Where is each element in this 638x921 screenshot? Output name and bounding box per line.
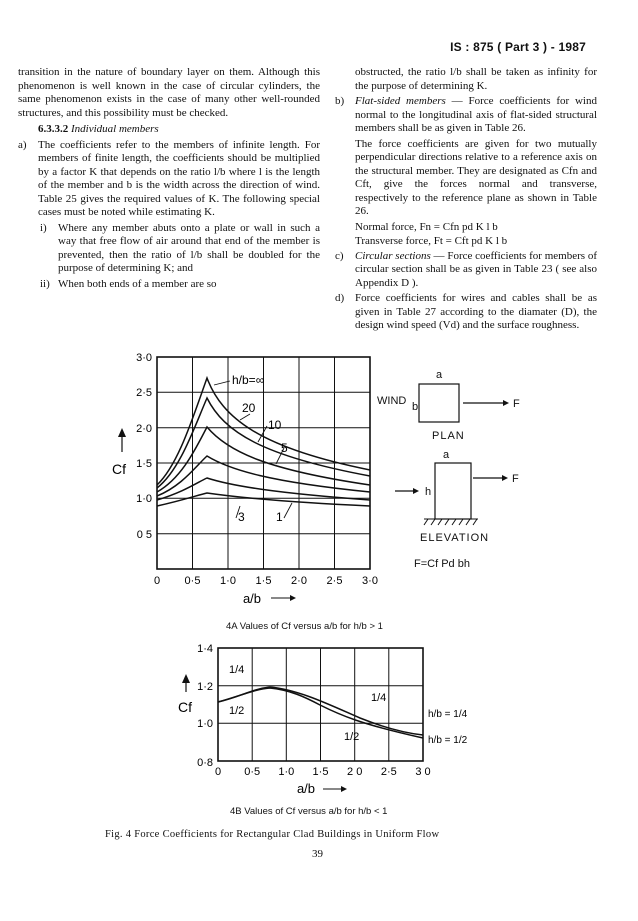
list-marker: b) — [335, 95, 345, 107]
y-tick-label: 0 5 — [136, 529, 152, 541]
list-text: Force coefficients for wires and cables shall be as given in Table 27 according to the diamater (D), the design wind speed (Vd) and the surface roughness. — [355, 292, 597, 331]
y-tick-label: 1·0 — [136, 493, 152, 505]
figure-4b-x-axis — [215, 766, 431, 796]
force-formula: F=Cf Pd bh — [414, 558, 470, 570]
figure-caption: Fig. 4 Force Coefficients for Rectangular Clad Buildings in Uniform Flow — [105, 829, 440, 840]
item-body: — Force coefficients for wind normal to the longitudinal axis of flat-sided structural members shall be as given in Table 26. — [355, 95, 597, 134]
page-number: 39 — [312, 848, 323, 860]
section-number: 6.3.3.2 — [38, 123, 69, 135]
x-tick-label: 1·0 — [278, 766, 295, 778]
y-tick-label: 3·0 — [136, 352, 152, 364]
curve-label: 1/4 — [371, 692, 387, 704]
x-tick-label: 1·0 — [220, 575, 236, 587]
x-axis-label: a/b — [242, 591, 262, 606]
x-axis-arrow-head — [341, 786, 347, 792]
list-text: When both ends of a member are so — [58, 277, 217, 290]
item-title: Circular sections — [355, 249, 431, 262]
y-tick-label: 1·0 — [197, 718, 213, 730]
list-marker: c) — [335, 249, 344, 262]
curve-label: 20 — [242, 401, 256, 415]
elevation-dim-a: a — [443, 449, 450, 461]
plan-dim-a: a — [436, 369, 443, 381]
x-axis-label: a/b — [296, 781, 316, 796]
x-tick-label: 2·5 — [326, 575, 343, 587]
plan-force-label: F — [513, 398, 520, 410]
paragraph-boundary-layer: transition in the nature of boundary layer on them. Although this phenomenon is well known in the case of circular cylinders, the same phenomenon exists in the case of many other well-rounded structures, and this possibility must be checked. — [18, 66, 320, 119]
y-tick-label: 2·5 — [136, 387, 152, 399]
figure-4b-y-axis — [178, 643, 213, 769]
curve-label: 5 — [281, 441, 288, 455]
list-marker: ii) — [40, 277, 50, 290]
plan-label: PLAN — [432, 430, 465, 442]
x-tick-label: 0 — [214, 766, 222, 778]
equation-normal: Normal force, Fn = Cfn pd K l b — [355, 220, 498, 233]
x-tick-label: 3 0 — [415, 766, 431, 778]
x-tick-label: 0·5 — [244, 766, 261, 778]
curve-label: h/b=∞ — [232, 373, 265, 387]
x-tick-label: 1·5 — [255, 575, 272, 587]
plan-dim-b: b — [412, 401, 419, 413]
y-tick-label: 1·4 — [197, 643, 213, 655]
curve-label: 3 — [238, 510, 245, 524]
paragraph-continued: obstructed, the ratio l/b shall be taken as infinity for the purpose of determining K. — [355, 66, 597, 92]
item-body: — Force coefficients for members of circular section shall be as given in Table 23 ( see also Appendix D ). — [355, 249, 597, 289]
page-header: IS : 875 ( Part 3 ) - 1987 — [450, 40, 586, 54]
paragraph-force-coefficients: The force coefficients are given for two mutually perpendicular directions relative to a reference axis on the structural member. They are designated as Cfn and Cft, give the forces normal and transverse, respectively to the reference plane as shown in Table 26. — [355, 137, 597, 217]
list-marker: d) — [335, 292, 345, 304]
x-tick-label: 1·5 — [312, 766, 329, 778]
y-tick-label: 0·8 — [197, 757, 213, 769]
x-tick-label: 2·0 — [291, 575, 307, 587]
item-title: Flat-sided members — [355, 95, 446, 107]
elevation-label: ELEVATION — [420, 532, 490, 544]
figure-4b-legend — [428, 709, 468, 746]
curve-label: 1/2 — [344, 731, 360, 743]
x-tick-label: 2 0 — [347, 766, 363, 778]
legend-entry: h/b = 1/2 — [428, 735, 468, 746]
list-text: Where any member abuts onto a plate or wall in such a way that free flow of air around that end of the member is prevented, then the ratio of l/b shall be doubled for the purpose of determining K; and — [58, 221, 320, 274]
elevation-dim-h: h — [425, 486, 432, 498]
x-tick-label: 3·0 — [362, 575, 378, 587]
x-tick-label: 0·5 — [184, 575, 201, 587]
elevation-force-label: F — [512, 473, 519, 485]
figure-4a-caption: 4A Values of Cf versus a/b for h/b > 1 — [226, 621, 383, 632]
y-axis-arrow-head — [182, 674, 190, 683]
wind-label: WIND — [377, 395, 407, 407]
y-axis-label: Cf — [178, 699, 192, 715]
y-tick-label: 2·0 — [136, 423, 152, 435]
y-tick-label: 1·2 — [197, 681, 213, 693]
y-axis-label: Cf — [112, 461, 126, 477]
equation-transverse: Transverse force, Ft = Cft pd K l b — [355, 235, 508, 247]
section-title: Individual members — [71, 123, 159, 135]
curve-label: 10 — [268, 418, 282, 432]
figure-4b-caption: 4B Values of Cf versus a/b for h/b < 1 — [230, 806, 388, 817]
curve-label: 1/4 — [229, 664, 245, 676]
x-tick-label: 2·5 — [380, 766, 397, 778]
origin-tick-label: 0 — [153, 575, 161, 587]
list-marker: i) — [40, 221, 47, 234]
y-tick-label: 1·5 — [136, 458, 152, 470]
legend-entry: h/b = 1/4 — [428, 709, 468, 720]
curve-label: 1/2 — [229, 705, 245, 717]
list-text: The coefficients refer to the members of infinite length. For members of finite length, the coefficients should be multiplied by a factor K that depends on the ratio l/b where l is the length of the member and b is the width across the direction of wind. Table 25 gives the required values of K. The following special cases must be noted while estimating K. — [38, 138, 320, 218]
list-marker: a) — [18, 138, 27, 151]
curve-label: 1 — [276, 510, 283, 524]
